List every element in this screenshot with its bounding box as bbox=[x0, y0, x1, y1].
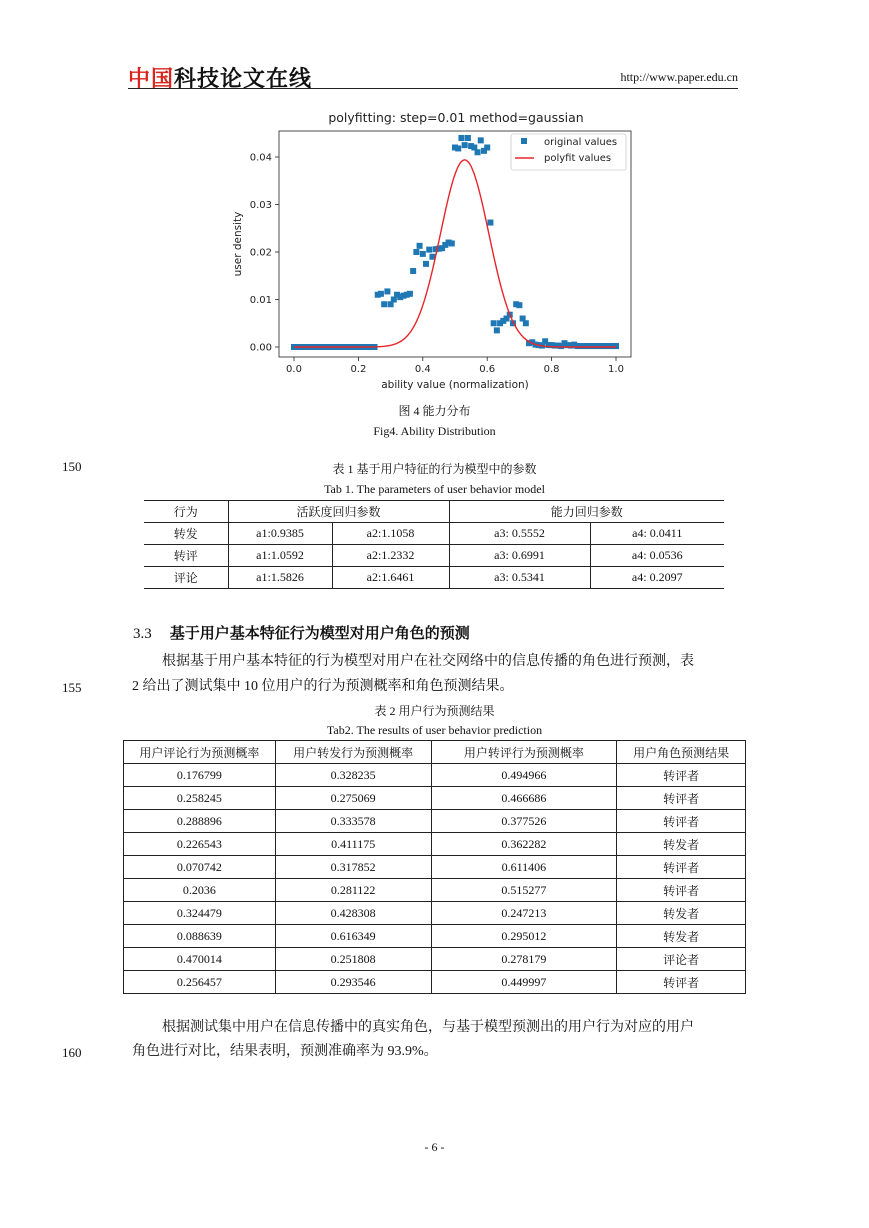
y-axis-label: user density bbox=[232, 211, 244, 277]
table-cell: 转评 bbox=[144, 545, 228, 567]
table-cell: 0.288896 bbox=[124, 810, 276, 833]
table-cell: 转发 bbox=[144, 523, 228, 545]
table1-header-cell: 活跃度回归参数 bbox=[228, 501, 449, 523]
data-point bbox=[420, 251, 426, 257]
table-cell: 0.293546 bbox=[275, 971, 431, 994]
line-number-160: 160 bbox=[62, 1045, 82, 1060]
header-rule bbox=[128, 88, 738, 89]
table-cell: a3: 0.5552 bbox=[449, 523, 590, 545]
data-point bbox=[426, 247, 432, 253]
table2-header-cell: 用户转评行为预测概率 bbox=[431, 741, 617, 764]
table-cell: 0.515277 bbox=[431, 879, 617, 902]
table-row bbox=[124, 902, 746, 925]
table-cell: a4: 0.0411 bbox=[590, 523, 724, 545]
table-cell: a4: 0.0536 bbox=[590, 545, 724, 567]
paragraph2-line2: 角色进行对比，结果表明，预测准确率为 93.9%。 bbox=[132, 1044, 438, 1059]
table-cell: 转发者 bbox=[617, 833, 746, 856]
section-heading bbox=[133, 622, 470, 643]
polyfit-line bbox=[294, 160, 616, 347]
section-number: 3.3 bbox=[133, 626, 152, 642]
y-tick-label: 0.00 bbox=[249, 342, 272, 354]
table-cell: 0.251808 bbox=[275, 948, 431, 971]
table-row bbox=[124, 925, 746, 948]
table-row bbox=[124, 879, 746, 902]
table-cell: 0.616349 bbox=[275, 925, 431, 948]
x-axis-label: ability value (normalization) bbox=[381, 379, 529, 391]
table-row bbox=[124, 833, 746, 856]
table-cell: 0.333578 bbox=[275, 810, 431, 833]
y-tick-label: 0.03 bbox=[249, 200, 272, 211]
table-row bbox=[124, 787, 746, 810]
table-cell: 0.466686 bbox=[431, 787, 617, 810]
table-cell: a3: 0.6991 bbox=[449, 545, 590, 567]
table-cell: a3: 0.5341 bbox=[449, 567, 590, 589]
legend-label-polyfit: polyfit values bbox=[544, 153, 612, 164]
table2-header-cell: 用户转发行为预测概率 bbox=[275, 741, 431, 764]
data-point bbox=[491, 320, 497, 326]
table-cell: 转发者 bbox=[617, 925, 746, 948]
table-cell: a2:1.6461 bbox=[332, 567, 449, 589]
x-tick-label: 0.8 bbox=[543, 364, 560, 375]
table-cell: 0.176799 bbox=[124, 764, 276, 787]
data-point bbox=[378, 291, 384, 297]
data-point bbox=[381, 301, 387, 307]
table-cell: 0.258245 bbox=[124, 787, 276, 810]
x-tick-label: 1.0 bbox=[608, 364, 624, 375]
table2-caption-en: Tab2. The results of user behavior prediction bbox=[326, 723, 543, 737]
legend-label-original: original values bbox=[544, 137, 618, 148]
table-cell: 0.278179 bbox=[431, 948, 617, 971]
logo-black-text: 科技论文在线 bbox=[174, 67, 313, 92]
section-title: 基于用户基本特征行为模型对用户角色的预测 bbox=[169, 626, 470, 642]
chart-title: polyfitting: step=0.01 method=gaussian bbox=[328, 110, 584, 125]
data-point bbox=[523, 320, 529, 326]
line-number-150: 150 bbox=[62, 459, 82, 474]
table-cell: 评论者 bbox=[617, 948, 746, 971]
table-cell: 0.070742 bbox=[124, 856, 276, 879]
table-cell: a1:1.0592 bbox=[228, 545, 332, 567]
table-row bbox=[124, 856, 746, 879]
table2 bbox=[123, 740, 746, 994]
table-cell: 0.494966 bbox=[431, 764, 617, 787]
table-cell: a4: 0.2097 bbox=[590, 567, 724, 589]
paragraph2-line1: 根据测试集中用户在信息传播中的真实角色，与基于模型预测出的用户行为对应的用户 bbox=[162, 1020, 694, 1035]
table-row bbox=[144, 567, 724, 589]
table-cell: 转评者 bbox=[617, 879, 746, 902]
table-cell: 转发者 bbox=[617, 902, 746, 925]
data-point bbox=[423, 261, 429, 267]
table1 bbox=[144, 500, 724, 589]
data-point bbox=[475, 149, 481, 155]
table-cell: 0.226543 bbox=[124, 833, 276, 856]
data-point bbox=[494, 327, 500, 333]
table2-header-row bbox=[124, 741, 746, 764]
table-cell: 0.362282 bbox=[431, 833, 617, 856]
data-point bbox=[484, 145, 490, 151]
table-cell: 0.295012 bbox=[431, 925, 617, 948]
table-cell: 0.2036 bbox=[124, 879, 276, 902]
header-url[interactable]: http://www.paper.edu.cn bbox=[620, 70, 738, 84]
paragraph1-line1: 根据基于用户基本特征的行为模型对用户在社交网络中的信息传播的角色进行预测，表 bbox=[162, 654, 694, 669]
data-point bbox=[413, 249, 419, 255]
data-point bbox=[449, 240, 455, 246]
table-cell: a2:1.1058 bbox=[332, 523, 449, 545]
x-tick-label: 0.4 bbox=[414, 364, 431, 375]
ability-distribution-chart bbox=[224, 104, 644, 396]
data-point bbox=[458, 135, 464, 141]
data-point bbox=[384, 288, 390, 294]
table-row bbox=[124, 948, 746, 971]
table-row bbox=[144, 545, 724, 567]
paragraph1-line2: 2 给出了测试集中 10 位用户的行为预测概率和角色预测结果。 bbox=[132, 679, 514, 694]
table-cell: 转评者 bbox=[617, 971, 746, 994]
logo-red-text: 中国 bbox=[128, 67, 175, 92]
legend-marker-original bbox=[521, 138, 527, 144]
table-cell: 转评者 bbox=[617, 856, 746, 879]
table-cell: a1:0.9385 bbox=[228, 523, 332, 545]
table-cell: 0.317852 bbox=[275, 856, 431, 879]
data-point bbox=[417, 243, 423, 249]
table-cell: a1:1.5826 bbox=[228, 567, 332, 589]
table-cell: 0.328235 bbox=[275, 764, 431, 787]
table-cell: 0.256457 bbox=[124, 971, 276, 994]
x-tick-label: 0.0 bbox=[286, 364, 302, 375]
table-cell: 0.449997 bbox=[431, 971, 617, 994]
table-row bbox=[144, 523, 724, 545]
data-point bbox=[487, 220, 493, 226]
table-cell: 转评者 bbox=[617, 787, 746, 810]
data-point bbox=[516, 302, 522, 308]
x-tick-label: 0.2 bbox=[350, 364, 367, 375]
x-ticks bbox=[286, 357, 624, 375]
table2-caption-cn: 表 2 用户行为预测结果 bbox=[374, 704, 495, 718]
table-cell: 0.324479 bbox=[124, 902, 276, 925]
table-cell: 0.611406 bbox=[431, 856, 617, 879]
data-point bbox=[455, 145, 461, 151]
x-tick-label: 0.6 bbox=[479, 364, 496, 375]
table-cell: 0.428308 bbox=[275, 902, 431, 925]
table1-caption-en: Tab 1. The parameters of user behavior model bbox=[324, 482, 545, 496]
y-tick-label: 0.04 bbox=[249, 152, 272, 164]
y-ticks bbox=[250, 153, 279, 354]
table1-header-cell: 行为 bbox=[144, 501, 228, 523]
table-cell: 转评者 bbox=[617, 810, 746, 833]
table1-header-row bbox=[144, 501, 724, 523]
table-row bbox=[124, 971, 746, 994]
data-point bbox=[407, 291, 413, 297]
table-cell: 0.281122 bbox=[275, 879, 431, 902]
table-cell: 0.377526 bbox=[431, 810, 617, 833]
table-cell: 0.411175 bbox=[275, 833, 431, 856]
table-cell: 0.275069 bbox=[275, 787, 431, 810]
page-number: - 6 - bbox=[424, 1140, 445, 1154]
table-cell: 0.088639 bbox=[124, 925, 276, 948]
table1-header-cell: 能力回归参数 bbox=[449, 501, 724, 523]
table2-header-cell: 用户角色预测结果 bbox=[617, 741, 746, 764]
table-row bbox=[124, 810, 746, 833]
y-tick-label: 0.02 bbox=[249, 247, 272, 259]
line-number-155: 155 bbox=[62, 680, 82, 695]
figure-caption-cn: 图 4 能力分布 bbox=[398, 404, 471, 418]
table1-caption-cn: 表 1 基于用户特征的行为模型中的参数 bbox=[332, 462, 537, 476]
table-row bbox=[124, 764, 746, 787]
table-cell: 0.470014 bbox=[124, 948, 276, 971]
table-cell: 评论 bbox=[144, 567, 228, 589]
table2-header-cell: 用户评论行为预测概率 bbox=[124, 741, 276, 764]
data-point bbox=[613, 343, 619, 349]
table-cell: a2:1.2332 bbox=[332, 545, 449, 567]
table-cell: 0.247213 bbox=[431, 902, 617, 925]
figure-caption-en: Fig4. Ability Distribution bbox=[373, 424, 496, 438]
table-cell: 转评者 bbox=[617, 764, 746, 787]
data-point bbox=[478, 137, 484, 143]
data-point bbox=[462, 142, 468, 148]
y-tick-label: 0.01 bbox=[249, 295, 272, 306]
data-point bbox=[410, 268, 416, 274]
legend bbox=[511, 134, 626, 170]
data-point bbox=[465, 135, 471, 141]
